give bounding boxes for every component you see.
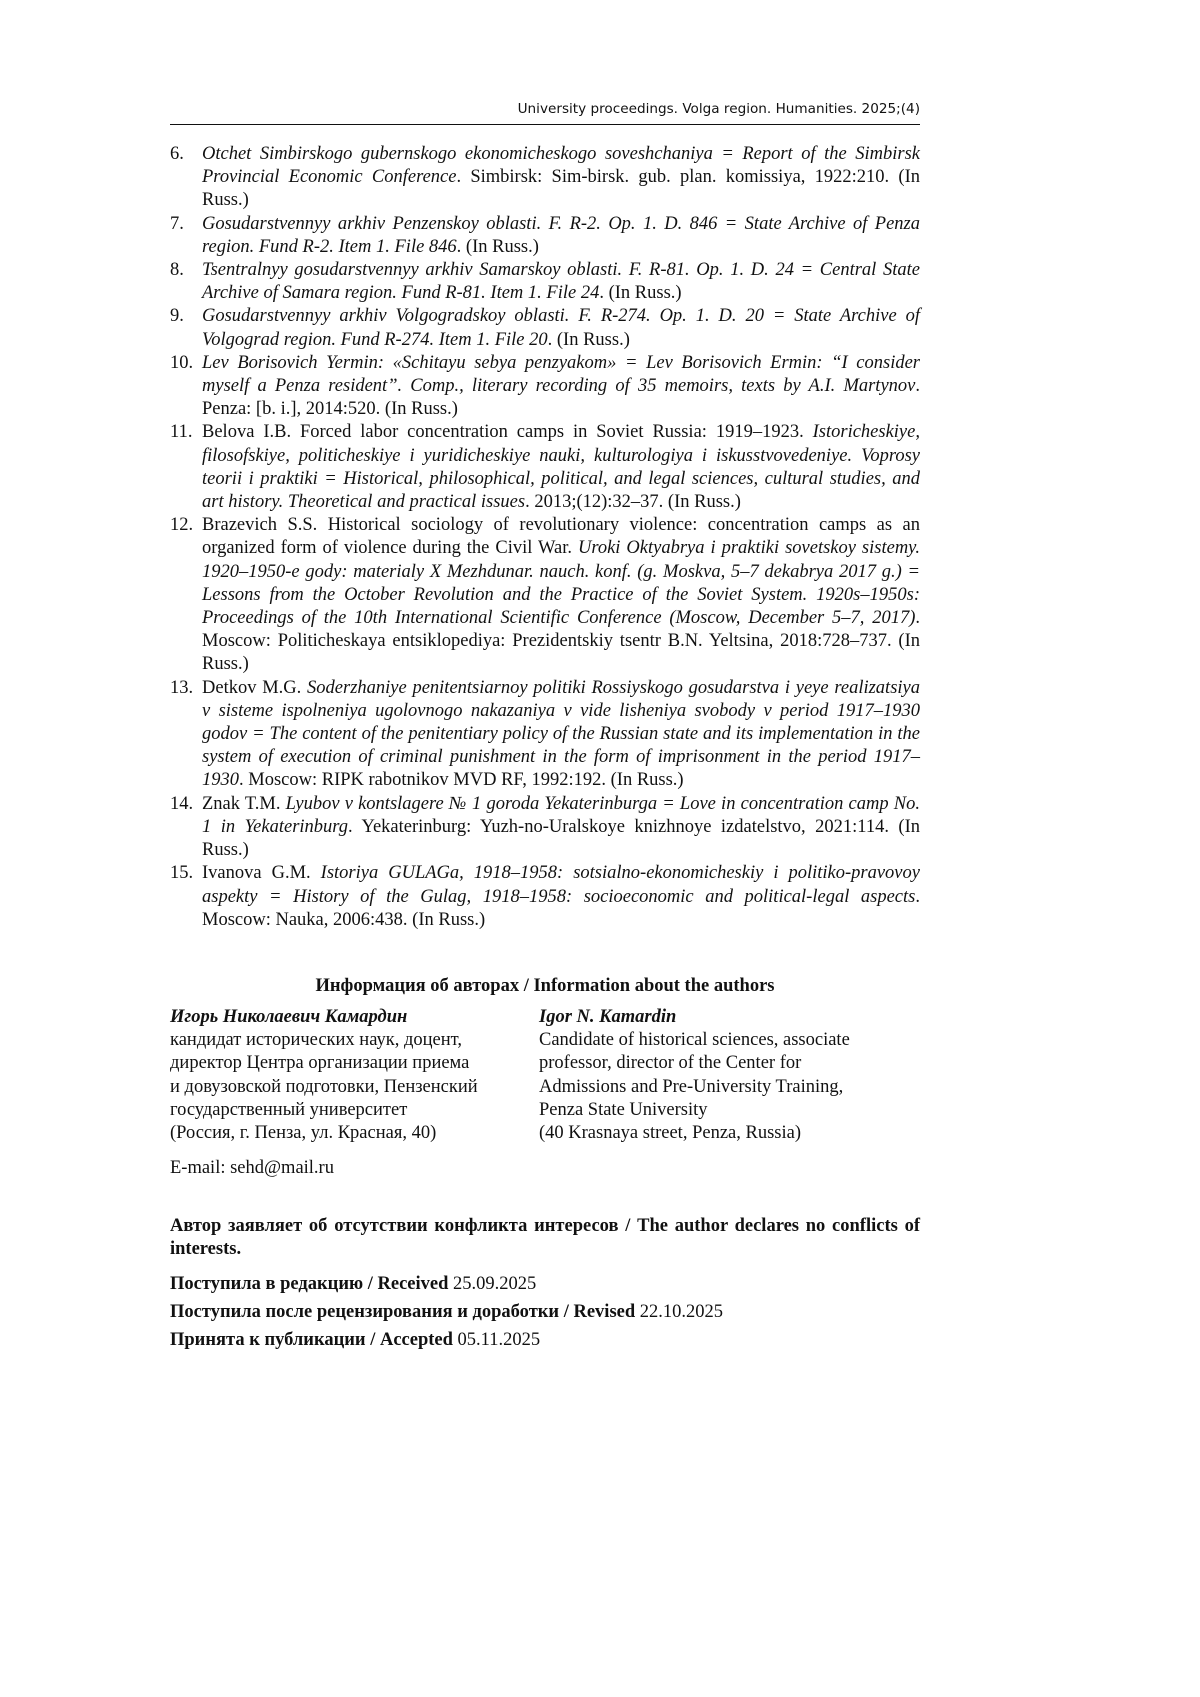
author-name-ru: Игорь Николаевич Камардин	[170, 1007, 408, 1027]
author-line: государственный университет	[170, 1099, 408, 1120]
reference-number: 11.	[170, 422, 193, 443]
author-line: и довузовской подготовки, Пензенский	[170, 1076, 478, 1097]
reference-item	[170, 793, 920, 863]
reference-title: Otchet Simbirskogo gubernskogo ekonomicheskogo soveshchaniya = Report of the Simbirsk Provincial Economic Conference	[202, 144, 920, 188]
reference-text: . Penza: [b. i.], 2014:520. (In Russ.)	[202, 376, 920, 420]
author-line: Admissions and Pre-University Training,	[539, 1076, 844, 1097]
author-line: (40 Krasnaya street, Penza, Russia)	[539, 1123, 801, 1144]
reference-text: Ivanova G.M.	[202, 863, 321, 884]
accepted-date: 05.11.2025	[457, 1330, 541, 1350]
reference-number: 10.	[170, 352, 194, 373]
reference-text: . 2013;(12):32–37. (In Russ.)	[525, 492, 741, 513]
reference-text: . (In Russ.)	[599, 283, 682, 304]
reference-number: 14.	[170, 793, 194, 814]
reference-title: Soderzhaniye penitentsiarnoy politiki Rossiyskogo gosudarstva i yeye realizatsiya v sisteme ispolneniya ugolovnogo nakazaniya v vide lisheniya svobody v period 1917–1930 godov = The content of the penitentiary policy of the Russian state and its implementation in the system of execution of criminal punishment in the form of imprisonment in the period 1917–1930	[202, 677, 920, 791]
reference-text: . Moscow: Nauka, 2006:438. (In Russ.)	[202, 886, 920, 930]
reference-title: Lyubov v kontslagere № 1 goroda Yekaterinburga = Love in concentration camp No. 1 in Yekaterinburg	[202, 793, 920, 837]
reference-text: Detkov M.G.	[202, 677, 308, 698]
reference-text: . Moscow: Politicheskaya entsiklopediya: Prezidentskiy tsentr B.N. Yeltsina, 2018:728–737. (In Russ.)	[202, 608, 920, 675]
reference-text: . Moscow: RIPK rabotnikov MVD RF, 1992:192. (In Russ.)	[239, 770, 684, 791]
reference-item	[170, 421, 920, 514]
reference-title: Gosudarstvennyy arkhiv Volgogradskoy oblasti. F. R-274. Op. 1. D. 20 = State Archive of Volgograd region. Fund R-274. Item 1. File 20	[202, 306, 920, 350]
reference-text: . Yekaterinburg: Yuzh-no-Uralskoye knizhnoye izdatelstvo, 2021:114. (In Russ.)	[202, 816, 921, 861]
journal-title: University proceedings. Volga region. Humanities. 2025;(4)	[517, 101, 920, 117]
reference-number: 8.	[170, 260, 184, 281]
author-info-ru	[170, 1006, 525, 1145]
reference-item	[170, 352, 920, 422]
reference-number: 6.	[170, 144, 184, 164]
running-header	[170, 100, 920, 125]
reference-list	[170, 143, 920, 932]
reference-item	[170, 677, 920, 793]
authors-heading: Информация об авторах / Information about the authors	[315, 976, 775, 996]
reference-number: 7.	[170, 213, 184, 234]
reference-item	[170, 305, 920, 351]
revised-label: Поступила после рецензирования и доработки / Revised	[170, 1302, 636, 1322]
reference-text: . Simbirsk: Sim-birsk. gub. plan. komissiya, 1922:210. (In Russ.)	[202, 167, 920, 211]
reference-item	[170, 143, 920, 213]
author-name-en: Igor N. Kamardin	[539, 1007, 677, 1027]
reference-title: Lev Borisovich Yermin: «Schitayu sebya penzyakom» = Lev Borisovich Ermin: “I consider myself a Penza resident”. Comp., literary recording of 35 memoirs, texts by A.I. Martynov	[202, 352, 920, 397]
author-email: E-mail: sehd@mail.ru	[170, 1158, 334, 1178]
author-line: Candidate of historical sciences, associate	[539, 1030, 850, 1051]
author-line: (Россия, г. Пенза, ул. Красная, 40)	[170, 1123, 437, 1144]
revised-line	[170, 1301, 920, 1324]
reference-number: 9.	[170, 306, 184, 327]
reference-item	[170, 514, 920, 676]
reference-number: 13.	[170, 677, 194, 698]
reference-text: . (In Russ.)	[456, 236, 539, 257]
accepted-label: Принята к публикации / Accepted	[170, 1330, 453, 1350]
reference-title: Uroki Oktyabrya i praktiki sovetskoy sistemy. 1920–1950-e gody: materialy X Mezhdunar. nauch. konf. (g. Moskva, 5–7 dekabrya 2017 g.) = Lessons from the October Revolution and the Practice of the Soviet System. 1920s–1950s: Proceedings of the 10th International Scientific Conference (Moscow, December 5–7, 2017)	[202, 538, 921, 629]
accepted-line	[170, 1329, 920, 1352]
reference-number: 15.	[170, 863, 194, 884]
reference-item	[170, 213, 920, 259]
reference-text: Brazevich S.S. Historical sociology of revolutionary violence: concentration camps as an organized form of violence during the Civil War.	[202, 515, 920, 559]
reference-text: Znak T.M.	[202, 793, 286, 814]
author-line: professor, director of the Center for	[539, 1053, 802, 1074]
reference-title: Istoriya GULAGa, 1918–1958: sotsialno-ekonomicheskiy i politiko-pravovoy aspekty = History of the Gulag, 1918–1958: socioeconomic and political-legal aspects	[202, 863, 920, 907]
received-label: Поступила в редакцию / Received	[170, 1274, 449, 1294]
author-line: Penza State University	[539, 1099, 708, 1120]
reference-title: Gosudarstvennyy arkhiv Penzenskoy oblasti. F. R-2. Op. 1. D. 846 = State Archive of Penza region. Fund R-2. Item 1. File 846	[202, 213, 920, 257]
reference-title: Istoricheskiye, filosofskiye, politicheskiye i yuridicheskiye nauki, kulturologiya i iskusstvovedeniye. Voprosy teorii i praktiki = Historical, philosophical, political, and legal sciences, cultural studies, and art history. Theoretical and practical issues	[202, 422, 920, 513]
reference-item	[170, 862, 920, 932]
reference-text: Belova I.B. Forced labor concentration camps in Soviet Russia: 1919–1923.	[202, 422, 813, 443]
author-info-en	[539, 1006, 920, 1145]
author-line: директор Центра организации приема	[170, 1053, 470, 1074]
author-line: кандидат исторических наук, доцент,	[170, 1030, 462, 1051]
reference-item	[170, 259, 920, 305]
received-line	[170, 1273, 920, 1296]
conflict-statement: Автор заявляет об отсутствии конфликта интересов / The author declares no conflicts of interests.	[170, 1216, 920, 1260]
reference-text: . (In Russ.)	[547, 329, 630, 350]
reference-title: Tsentralnyy gosudarstvennyy arkhiv Samarskoy oblasti. F. R-81. Op. 1. D. 24 = Central State Archive of Samara region. Fund R-81. Item 1. File 24	[202, 260, 920, 304]
reference-number: 12.	[170, 515, 194, 536]
received-date: 25.09.2025	[453, 1274, 537, 1294]
revised-date: 22.10.2025	[639, 1302, 724, 1322]
